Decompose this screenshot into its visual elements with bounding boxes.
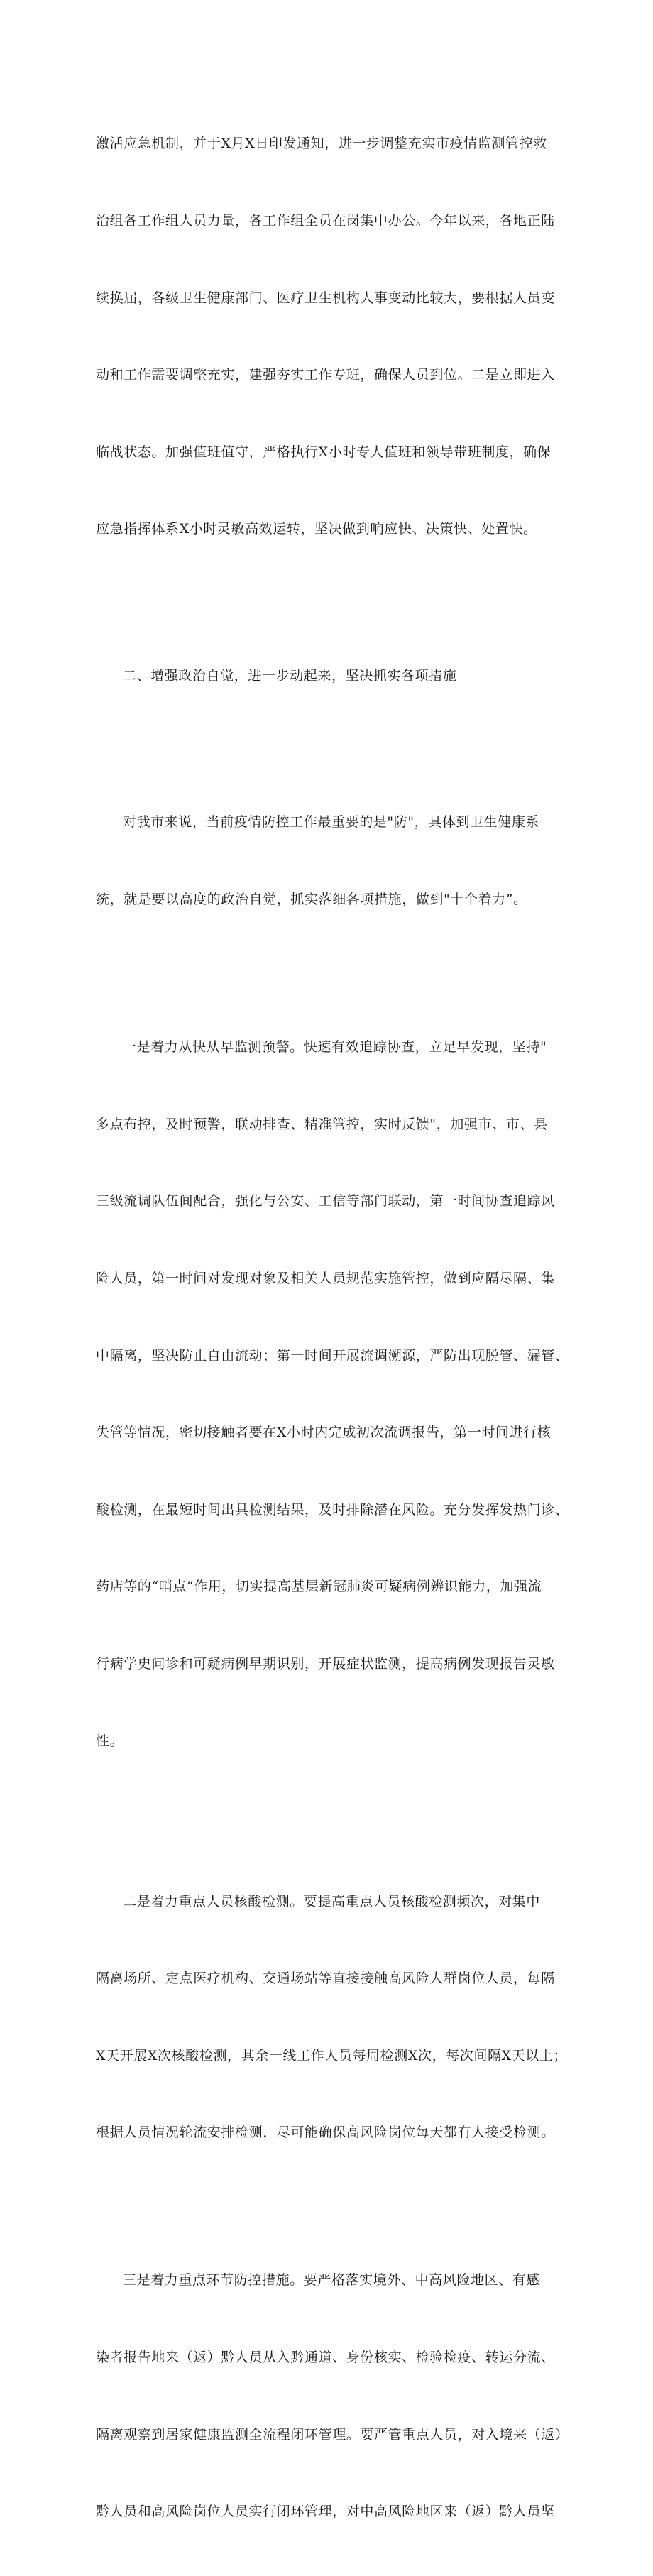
text-line: 一是着力从快从早监测预警。快速有效追踪协查，立足早发现，坚持" [123,1039,547,1056]
text-line: 失管等情况，密切接触者要在X小时内完成初次流调报告，第一时间进行核 [96,1425,552,1441]
text-line: 药店等的“哨点”作用，切实提高基层新冠肺炎可疑病例辨识能力，加强流 [96,1579,542,1595]
text-line: 对我市来说，当前疫情防控工作最重要的是"防"，具体到卫生健康系 [123,814,540,831]
text-line: 三是着力重点环节防控措施。要严格落实境外、中高风险地区、有感 [123,2272,541,2289]
text-line: 动和工作需要调整充实，建强夯实工作专班，确保人员到位。二是立即进入 [96,367,555,383]
text-line: X天开展X次核酸检测，其余一线工作人员每周检测X次，每次间隔X天以上； [96,2047,568,2063]
document-page [96,80,569,2576]
text-line: 三级流调队伍间配合，强化与公安、工信等部门联动，第一时间协查追踪风 [96,1193,555,1210]
text-line: 行病学史问诊和可疑病例早期识别，开展症状监测，提高病例发现报告灵敏 [96,1655,555,1672]
text-line: 应急指挥体系X小时灵敏高效运转，坚决做到响应快、决策快、处置快。 [96,521,537,537]
text-line: 临战状态。加强值班值守，严格执行X小时专人值班和领导带班制度，确保 [96,444,552,460]
text-line: 多点布控，及时预警，联动排查、精准管控，实时反馈"，加强市、市、县 [96,1116,548,1132]
paragraph-intro [96,758,559,964]
paragraph-key-links [96,2216,569,2576]
paragraph-monitoring [96,983,569,1806]
text-line: 性。 [96,1733,124,1749]
text-line: 二是着力重点人员核酸检测。要提高重点人员核酸检测频次，对集中 [123,1893,541,1909]
text-line: 续换届，各级卫生健康部门、医疗卫生机构人事变动比较大，要根据人员变 [96,290,555,306]
heading-text: 二、增强政治自觉，进一步动起来，坚决抓实各项措施 [123,668,457,684]
text-line: 染者报告地来（返）黔人员从入黔通道、身份核实、检验检疫、转运分流、 [96,2350,555,2366]
text-line: 险人员，第一时间对发现对象及相关人员规范实施管控，做到应隔尽隔、集 [96,1270,555,1286]
text-line: 中隔离，坚决防止自由流动；第一时间开展流调溯源，严防出现脱管、漏管、 [96,1347,569,1364]
text-line: 治组各工作组人员力量，各工作组全员在岗集中办公。今年以来，各地正陆 [96,213,555,229]
text-line: 根据人员情况轮流安排检测，尽可能确保高风险岗位每天都有人接受检测。 [96,2125,555,2141]
text-line: 统，就是要以高度的政治自觉，抓实落细各项措施，做到"十个着力”。 [96,892,527,908]
text-line: 隔离场所、定点医疗机构、交通场站等直接接触高风险人群岗位人员，每隔 [96,1971,555,1987]
paragraph-nucleic-testing [96,1837,568,2197]
paragraph-emergency-mechanism [96,80,559,593]
text-line: 激活应急机制，并于X月X日印发通知，进一步调整充实市疫情监测管控救 [96,136,547,152]
text-line: 隔离观察到居家健康监测全流程闭环管理。要严管重点人员，对入境来（返） [96,2426,569,2443]
text-line: 黔人员和高风险岗位人员实行闭环管理，对中高风险地区来（返）黔人员坚 [96,2504,555,2520]
section-heading [96,612,559,740]
text-line: 酸检测，在最短时间出具检测结果，及时排除潜在风险。充分发挥发热门诊、 [96,1501,569,1518]
